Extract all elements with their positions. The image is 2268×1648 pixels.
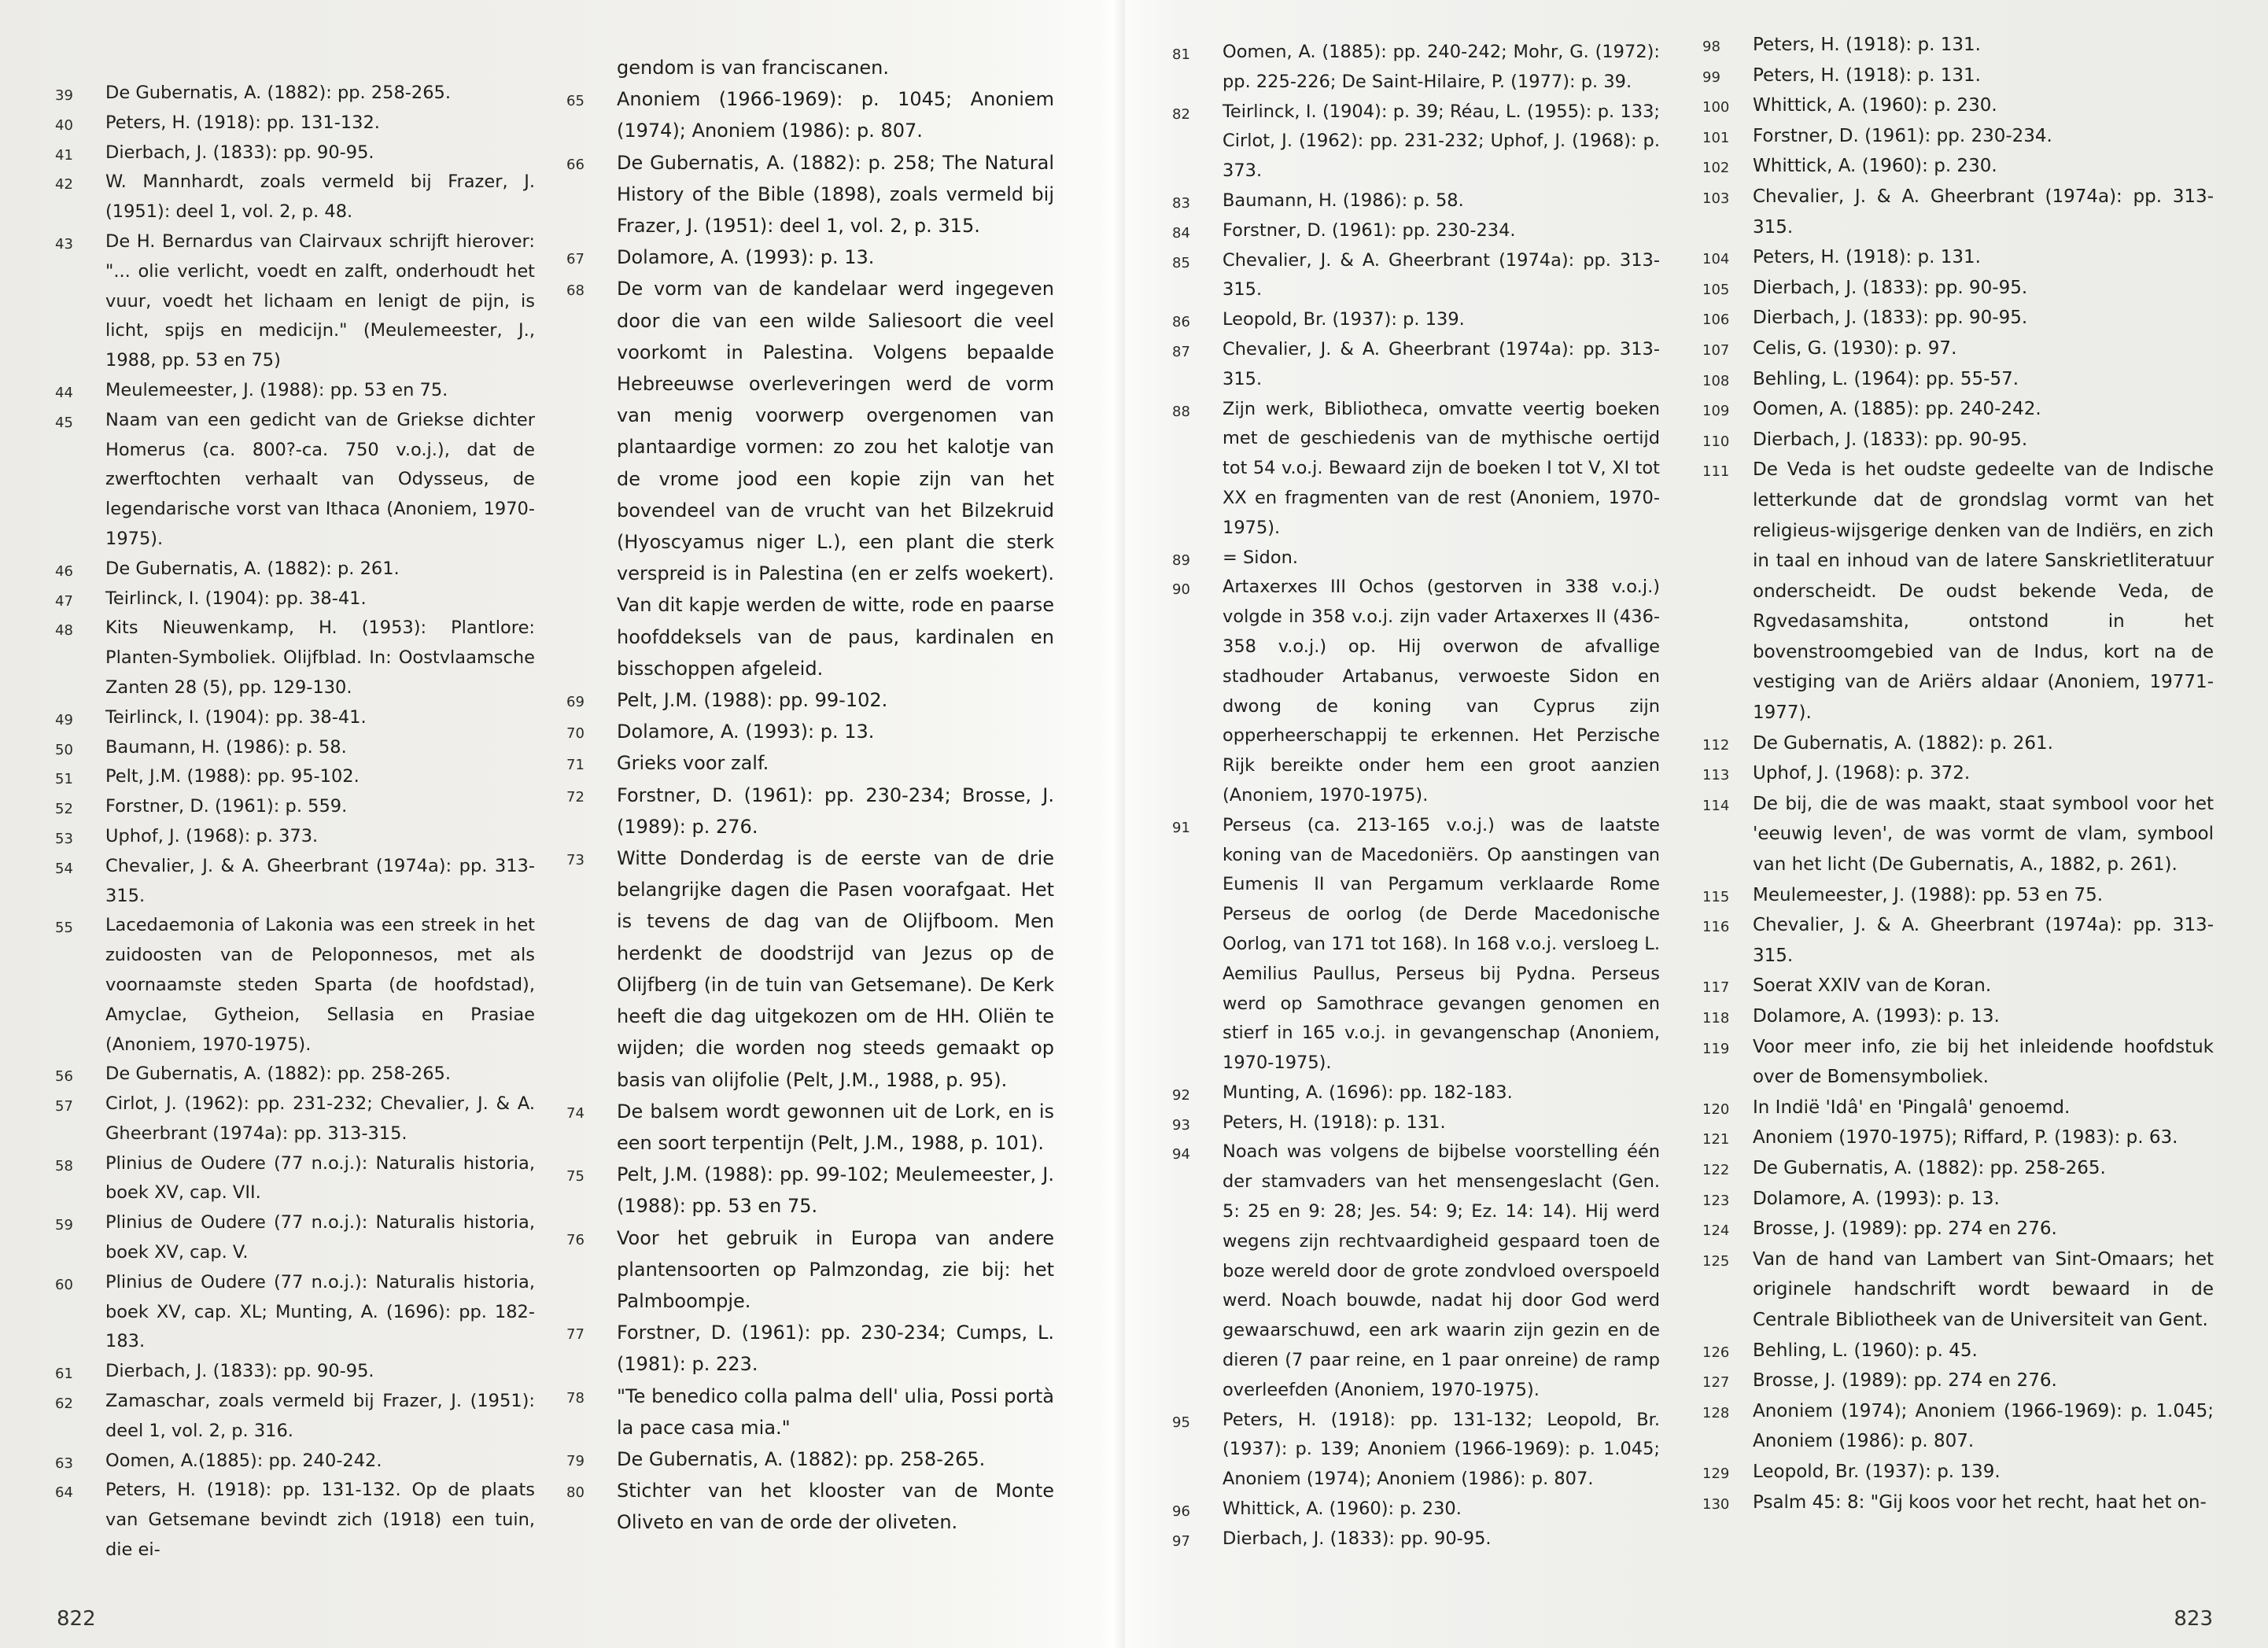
footnote-text: Chevalier, J. & A. Gheerbrant (1974a): pp. 313-315.: [1753, 915, 2214, 966]
footnote-text: Brosse, J. (1989): pp. 274 en 276.: [1753, 1218, 2057, 1240]
footnote-number: 115: [1702, 888, 1730, 905]
footnote-number: 77: [566, 1326, 585, 1344]
footnote: [1702, 1032, 2214, 1093]
footnote: [55, 733, 535, 763]
footnote: [1172, 305, 1660, 335]
footnote-text: Cirlot, J. (1962): pp. 231-232; Chevalier, J. & A. Gheerbrant (1974a): pp. 313-315.: [105, 1093, 535, 1144]
footnote-number: 128: [1702, 1404, 1730, 1421]
page-number-left: 822: [57, 1607, 96, 1631]
footnote-text: Dolamore, A. (1993): p. 13.: [1753, 1006, 2000, 1027]
footnote-number: 117: [1702, 979, 1730, 997]
footnote-text: Noach was volgens de bijbelse voorstelling één der stamvaders van het mensengeslacht (Gen. 5: 25 en 9: 28; Jes. 54: 9; Ez. 14: 14). Hij werd wegens zijn rechtvaardigheid gespaard toen de boze wereld door de grote zondvloed overspoeld werd. Noach bouwde, nadat hij door God werd gewaarschuwd, een ark waarin zijn gezin en de dieren (7 paar reine, en 1 paar onreine) de ramp overleefden (Anoniem, 1970-1975).: [1223, 1141, 1660, 1400]
footnote-text: Peters, H. (1918): p. 131.: [1753, 35, 1981, 55]
footnote-number: 53: [55, 830, 73, 847]
right-page-column-2: [1702, 30, 2214, 1517]
footnote-text: Leopold, Br. (1937): p. 139.: [1753, 1461, 2001, 1482]
footnote-number: 88: [1172, 403, 1190, 420]
footnote: [566, 147, 1054, 242]
footnote-text: = Sidon.: [1223, 547, 1298, 568]
footnote: [55, 584, 535, 614]
footnote: [1702, 1244, 2214, 1336]
footnote-text: Dierbach, J. (1833): pp. 90-95.: [1753, 429, 2028, 450]
footnote: [1702, 30, 2214, 61]
footnote-number: 125: [1702, 1252, 1730, 1270]
footnote-text: De Gubernatis, A. (1882): pp. 258-265.: [105, 1064, 452, 1085]
footnote: [1702, 1396, 2214, 1457]
footnote-number: 109: [1702, 403, 1730, 420]
footnote-number: 94: [1172, 1146, 1190, 1163]
footnote-number: 76: [566, 1231, 585, 1248]
footnote-text: Lacedaemonia of Lakonia was een streek in het zuidoosten van de Peloponnesos, met als voornaamste steden Sparta (de hoofdstad), Amyclae, Gytheion, Sellasia en Prasiae (Anoniem, 1970-1975).: [105, 915, 535, 1055]
footnote: [55, 1089, 535, 1149]
footnote-text: Peters, H. (1918): p. 131.: [1223, 1112, 1446, 1133]
footnote: [1172, 395, 1660, 544]
footnote: [1702, 1336, 2214, 1366]
footnote: [55, 792, 535, 822]
footnote: [55, 555, 535, 584]
footnote: [1172, 186, 1660, 216]
footnote-number: 70: [566, 725, 585, 743]
footnote-text: Artaxerxes III Ochos (gestorven in 338 v.o.j.) volgde in 358 v.o.j. zijn vader Artaxerxes II (436-358 v.o.j.) op. Hij overwon de afvallige stadhouder Artabanus, verwoeste Sidon en dwong de koning van Cyprus zijn opperheerschappij te erkennen. Het Perzische Rijk bereikte onder hem een groot aanzien (Anoniem, 1970-1975).: [1223, 577, 1660, 806]
footnote-text: In Indië 'Idâ' en 'Pingalâ' genoemd.: [1753, 1097, 2071, 1118]
footnote-text: Dierbach, J. (1833): pp. 90-95.: [1223, 1528, 1492, 1549]
footnote-text: De vorm van de kandelaar werd ingegeven door die van een wilde Saliesoort die veel voorkomt in Palestina. Volgens bepaalde Hebreeuwse overleveringen werd de vorm van menig voorwerp overgenomen van plantaardige vormen: zo zou het kalotje van de vrome jood een kopie zijn van het bovendeel van de vrucht van het Bilzekruid (Hyoscyamus niger L.), een plant die sterk verspreid is in Palestina (en er zelfs woekert). Van dit kapje werden de witte, rode en paarse hoofddeksels van de paus, kardinalen en bisschoppen afgeleid.: [617, 278, 1054, 680]
footnote-text: De Gubernatis, A. (1882): p. 258; The Natural History of the Bible (1898), zoals vermeld bij Frazer, J. (1951): deel 1, vol. 2, p. 315.: [617, 151, 1054, 238]
footnote: [1702, 151, 2214, 182]
footnote-number: 68: [566, 282, 585, 300]
footnote: [55, 822, 535, 852]
footnote: [1702, 394, 2214, 425]
footnote: [1172, 335, 1660, 395]
footnote: [55, 1476, 535, 1565]
footnote-text: Voor meer info, zie bij het inleidende hoofdstuk over de Bomensymboliek.: [1753, 1036, 2214, 1088]
footnote-text: Plinius de Oudere (77 n.o.j.): Naturalis historia, boek XV, cap. XL; Munting, A. (1696): pp. 182-183.: [105, 1271, 535, 1352]
footnote-number: 46: [55, 562, 73, 580]
right-page-column-1: [1172, 38, 1660, 1554]
footnote: [1702, 910, 2214, 971]
footnote: [566, 1096, 1054, 1159]
footnote: [1702, 789, 2214, 880]
footnote-number: 83: [1172, 194, 1190, 212]
footnote-number: 107: [1702, 341, 1730, 359]
footnote-number: 51: [55, 771, 73, 788]
footnote-text: De Veda is het oudste gedeelte van de Indische letterkunde dat de grondslag vormt van het religieus-wijsgerige denken van de Indiërs, en zich in taal en inhoud van de latere Sanskrietliteratuur onderscheidt. De oudst bekende Veda, de Rgvedasamshita, ontstond in het bovenstroomgebied van de Indus, kort na de vestiging van de Ariërs aldaar (Anoniem, 19771-1977).: [1753, 459, 2214, 724]
footnote-text: Pelt, J.M. (1988): pp. 99-102; Meulemeester, J. (1988): pp. 53 en 75.: [617, 1163, 1054, 1218]
footnote-text: Psalm 45: 8: "Gij koos voor het recht, haat het on-: [1753, 1491, 2207, 1513]
footnote-text: Peters, H. (1918): p. 131.: [1753, 65, 1981, 86]
footnote-text: Anoniem (1966-1969): p. 1045; Anoniem (1974); Anoniem (1986): p. 807.: [617, 88, 1054, 142]
footnote: [55, 1357, 535, 1387]
footnote-text: De Gubernatis, A. (1882): pp. 258-265.: [617, 1447, 986, 1470]
footnote-text: De bij, die de was maakt, staat symbool voor het 'eeuwig leven', de was vormt de vlam, symbool van het licht (De Gubernatis, A., 1882, p. 261).: [1753, 793, 2214, 876]
footnote-number: 42: [55, 176, 73, 194]
footnote-number: 48: [55, 622, 73, 640]
footnote-text: Chevalier, J. & A. Gheerbrant (1974a): pp. 313-315.: [1223, 249, 1660, 300]
footnote-text: Pelt, J.M. (1988): pp. 95-102.: [105, 766, 360, 787]
footnote-text: Oomen, A. (1885): pp. 240-242.: [1753, 399, 2041, 420]
footnote-number: 66: [566, 156, 585, 173]
footnote: [55, 227, 535, 376]
footnote: [1702, 971, 2214, 1001]
footnote: [55, 614, 535, 702]
footnote-number: 99: [1702, 68, 1720, 86]
footnote-number: 65: [566, 93, 585, 110]
footnote-text: Forstner, D. (1961): pp. 230-234.: [1223, 219, 1516, 241]
footnote: [1702, 425, 2214, 455]
footnote-number: 106: [1702, 312, 1730, 329]
footnote-text: De H. Bernardus van Clairvaux schrijft hierover: "... olie verlicht, voedt en zalft, onderhoudt het vuur, voedt het lichaam en lenigt de pijn, is licht, spijs en medicijn." (Meulemeester, J., 1988, pp. 53 en 75): [105, 230, 535, 371]
footnote-text: Anoniem (1974); Anoniem (1966-1969): p. 1.045; Anoniem (1986): p. 807.: [1753, 1400, 2214, 1452]
footnote-number: 50: [55, 741, 73, 758]
footnote-number: 101: [1702, 129, 1730, 146]
footnote: [55, 109, 535, 138]
footnote-number: 67: [566, 251, 585, 268]
footnote-number: 58: [55, 1157, 73, 1174]
footnote: [1702, 455, 2214, 728]
footnote-text: De Gubernatis, A. (1882): pp. 258-265.: [105, 83, 452, 103]
footnote: [1702, 1153, 2214, 1184]
footnote-number: 108: [1702, 372, 1730, 389]
footnote: [55, 168, 535, 227]
footnote-text: Chevalier, J. & A. Gheerbrant (1974a): pp. 313-315.: [1223, 338, 1660, 389]
footnote-number: 64: [55, 1484, 73, 1502]
footnote: [1702, 1214, 2214, 1244]
footnote-number: 84: [1172, 224, 1190, 241]
footnote: [55, 762, 535, 792]
footnote-number: 61: [55, 1366, 73, 1383]
footnote: [55, 911, 535, 1060]
footnote: [1702, 728, 2214, 759]
footnote-continuation: [566, 52, 1054, 83]
footnote-number: 120: [1702, 1101, 1730, 1118]
footnote: [1702, 1093, 2214, 1123]
footnote-text: Oomen, A.(1885): pp. 240-242.: [105, 1450, 382, 1471]
footnote-text: Teirlinck, I. (1904): pp. 38-41.: [105, 706, 367, 728]
footnote: [566, 1443, 1054, 1475]
footnote-number: 89: [1172, 551, 1190, 569]
footnote: [1172, 1078, 1660, 1108]
footnote-text: Baumann, H. (1986): p. 58.: [1223, 190, 1464, 211]
footnote-number: 92: [1172, 1086, 1190, 1104]
footnote-number: 45: [55, 414, 73, 431]
footnote-text: Dolamore, A. (1993): p. 13.: [617, 246, 875, 269]
footnote-text: "Te benedico colla palma dell' ulia, Possi portà la pace casa mia.": [617, 1384, 1054, 1439]
footnote: [55, 1060, 535, 1089]
footnote-number: 60: [55, 1276, 73, 1293]
book-gutter: [1101, 0, 1125, 1648]
footnote-text: Kits Nieuwenkamp, H. (1953): Plantlore: Planten-Symboliek. Olijfblad. In: Oostvlaamsche Zanten 28 (5), pp. 129-130.: [105, 618, 535, 698]
footnote-number: 59: [55, 1217, 73, 1234]
footnote-number: 40: [55, 116, 73, 134]
footnote-number: 98: [1702, 39, 1720, 55]
footnote-number: 124: [1702, 1222, 1730, 1240]
footnote-number: 121: [1702, 1131, 1730, 1148]
footnote-number: 122: [1702, 1161, 1730, 1178]
footnote-text: Chevalier, J. & A. Gheerbrant (1974a): pp. 313-315.: [105, 855, 535, 906]
footnote: [1172, 811, 1660, 1078]
footnote-text: Brosse, J. (1989): pp. 274 en 276.: [1753, 1370, 2057, 1392]
footnote-text: Dierbach, J. (1833): pp. 90-95.: [1753, 308, 2028, 329]
continuation-text: gendom is van franciscanen.: [617, 57, 890, 79]
footnote: [1702, 242, 2214, 273]
footnote: [566, 747, 1054, 779]
footnote-number: 43: [55, 235, 73, 253]
footnote: [1702, 1457, 2214, 1488]
footnote-number: 71: [566, 757, 585, 774]
footnote-text: Zijn werk, Bibliotheca, omvatte veertig boeken met de geschiedenis van de mythische oertijd tot 54 v.o.j. Bewaard zijn de boeken I tot V, XI tot XX en fragmenten van de rest (Anoniem, 1970-1975).: [1223, 398, 1660, 538]
footnote: [1702, 273, 2214, 304]
footnote: [1702, 1001, 2214, 1032]
footnote-number: 95: [1172, 1414, 1190, 1431]
footnote: [55, 138, 535, 168]
footnote-text: Uphof, J. (1968): p. 373.: [105, 825, 319, 846]
footnote-number: 41: [55, 146, 73, 164]
footnote-text: Chevalier, J. & A. Gheerbrant (1974a): pp. 313-315.: [1753, 186, 2214, 238]
footnote: [566, 1222, 1054, 1318]
footnote: [1172, 38, 1660, 98]
footnote-text: Pelt, J.M. (1988): pp. 99-102.: [617, 689, 888, 712]
footnote-number: 96: [1172, 1503, 1190, 1521]
footnote-number: 56: [55, 1068, 73, 1086]
footnote-number: 78: [566, 1389, 585, 1407]
footnote-text: W. Mannhardt, zoals vermeld bij Frazer, J. (1951): deel 1, vol. 2, p. 48.: [105, 171, 535, 223]
footnote-number: 80: [566, 1484, 585, 1502]
footnote-text: Witte Donderdag is de eerste van de drie belangrijke dagen die Pasen voorafgaat. Het is tevens de dag van de Olijfboom. Men herdenkt de doodstrijd van Jezus op de Olijfberg (in de tuin van Getsemane). De Kerk heeft die dag uitgekozen om de HH. Oliën te wijden; die worden nog steeds gemaakt op basis van olijfolie (Pelt, J.M., 1988, p. 95).: [617, 847, 1054, 1091]
footnote-text: Peters, H. (1918): pp. 131-132; Leopold, Br. (1937): p. 139; Anoniem (1966-1969): p. 1.045; Anoniem (1974); Anoniem (1986): p. 807.: [1223, 1409, 1660, 1490]
footnote-text: Oomen, A. (1885): pp. 240-242; Mohr, G. (1972): pp. 225-226; De Saint-Hilaire, P. (1977): p. 39.: [1223, 42, 1660, 92]
footnote: [566, 1381, 1054, 1443]
footnote: [566, 83, 1054, 146]
footnote: [1702, 1488, 2214, 1518]
footnote: [1702, 121, 2214, 152]
footnote: [566, 1475, 1054, 1538]
footnote-number: 116: [1702, 919, 1730, 936]
footnote: [566, 716, 1054, 747]
footnote-text: Dierbach, J. (1833): pp. 90-95.: [1753, 277, 2028, 298]
footnote-number: 52: [55, 801, 73, 818]
footnote-number: 129: [1702, 1465, 1730, 1482]
footnote: [55, 406, 535, 555]
footnote-number: 57: [55, 1098, 73, 1115]
left-page-column-1: [55, 79, 535, 1565]
footnote: [1702, 334, 2214, 364]
footnote-text: Stichter van het klooster van de Monte Oliveto en van de orde der oliveten.: [617, 1480, 1054, 1534]
footnote-number: 75: [566, 1168, 585, 1185]
footnote: [1702, 61, 2214, 91]
footnote-text: De Gubernatis, A. (1882): p. 261.: [105, 558, 400, 579]
footnote-number: 119: [1702, 1040, 1730, 1057]
footnote-text: Van de hand van Lambert van Sint-Omaars; het originele handschrift wordt bewaard in de Centrale Bibliotheek van de Universiteit van Gent.: [1753, 1248, 2214, 1330]
footnote-text: Behling, L. (1964): pp. 55-57.: [1753, 368, 2019, 389]
footnote-number: 72: [566, 788, 585, 806]
footnote: [1172, 544, 1660, 573]
footnote-number: 110: [1702, 433, 1730, 450]
footnote-number: 74: [566, 1104, 585, 1122]
footnote-number: 93: [1172, 1116, 1190, 1134]
footnote-number: 90: [1172, 581, 1190, 599]
footnote-text: Uphof, J. (1968): p. 372.: [1753, 763, 1971, 784]
footnote-number: 100: [1702, 99, 1730, 116]
footnote-text: Meulemeester, J. (1988): pp. 53 en 75.: [105, 379, 448, 400]
footnote-number: 86: [1172, 314, 1190, 331]
footnote: [1172, 1137, 1660, 1405]
footnote-number: 104: [1702, 251, 1730, 268]
footnote: [1702, 303, 2214, 334]
footnote-number: 62: [55, 1395, 73, 1413]
footnote-text: Behling, L. (1960): p. 45.: [1753, 1340, 1978, 1361]
footnote-text: Naam van een gedicht van de Griekse dichter Homerus (ca. 800?-ca. 750 v.o.j.), dat de zwerftochten verhaalt van Odysseus, de legendarische vorst van Ithaca (Anoniem, 1970-1975).: [105, 409, 535, 549]
footnote-number: 97: [1172, 1532, 1190, 1550]
footnote-text: Soerat XXIV van de Koran.: [1753, 975, 1992, 997]
footnote-text: Forstner, D. (1961): pp. 230-234.: [1753, 125, 2052, 146]
footnote-text: De Gubernatis, A. (1882): p. 261.: [1753, 732, 2053, 754]
footnote-number: 123: [1702, 1192, 1730, 1209]
footnote-number: 49: [55, 711, 73, 728]
footnote: [1172, 573, 1660, 810]
footnote-number: 113: [1702, 767, 1730, 784]
footnote-number: 87: [1172, 343, 1190, 360]
footnote-number: 127: [1702, 1374, 1730, 1392]
footnote-number: 102: [1702, 160, 1730, 177]
footnote-text: Peters, H. (1918): pp. 131-132.: [105, 112, 380, 133]
footnote-number: 54: [55, 860, 73, 877]
footnote-text: Leopold, Br. (1937): p. 139.: [1223, 309, 1465, 330]
footnote: [1172, 1108, 1660, 1138]
footnote: [55, 376, 535, 406]
footnote: [55, 1387, 535, 1447]
footnote-number: 91: [1172, 819, 1190, 836]
footnote-text: Zamaschar, zoals vermeld bij Frazer, J. (1951): deel 1, vol. 2, p. 316.: [105, 1391, 535, 1441]
footnote-text: Plinius de Oudere (77 n.o.j.): Naturalis historia, boek XV, cap. V.: [105, 1212, 535, 1263]
footnote: [566, 1159, 1054, 1222]
footnote-text: Forstner, D. (1961): p. 559.: [105, 796, 348, 817]
footnote-text: Forstner, D. (1961): pp. 230-234; Cumps, L. (1981): p. 223.: [617, 1322, 1054, 1376]
footnote-number: 126: [1702, 1344, 1730, 1361]
footnote: [566, 842, 1054, 1096]
footnote-text: De balsem wordt gewonnen uit de Lork, en is een soort terpentijn (Pelt, J.M., 1988, p. 101).: [617, 1100, 1054, 1154]
footnote-number: 103: [1702, 190, 1730, 207]
footnote-text: Teirlinck, I. (1904): pp. 38-41.: [105, 588, 367, 609]
footnote-number: 63: [55, 1454, 73, 1472]
footnote-text: Grieks voor zalf.: [617, 752, 769, 775]
footnote-number: 114: [1702, 797, 1730, 814]
footnote-number: 81: [1172, 46, 1190, 63]
footnote-text: Dolamore, A. (1993): p. 13.: [617, 721, 875, 743]
footnote: [55, 1149, 535, 1209]
footnote-text: Celis, G. (1930): p. 97.: [1753, 337, 1957, 359]
footnote: [1172, 98, 1660, 186]
footnote-text: Voor het gebruik in Europa van andere plantensoorten op Palmzondag, zie bij: het Palmboompje.: [617, 1226, 1054, 1312]
footnote-text: Whittick, A. (1960): p. 230.: [1223, 1499, 1462, 1520]
footnote: [1702, 1184, 2214, 1215]
footnote: [1702, 90, 2214, 121]
footnote-number: 85: [1172, 254, 1190, 271]
footnote: [55, 1208, 535, 1268]
footnote-number: 47: [55, 592, 73, 610]
footnote: [566, 780, 1054, 842]
footnote-text: Perseus (ca. 213-165 v.o.j.) was de laatste koning van de Macedoniërs. Op aanstingen van Eumenis II van Pergamum verklaarde Rome Perseus de oorlog (de Derde Macedonische Oorlog, van 171 tot 168). In 168 v.o.j. versloeg L. Aemilius Paullus, Perseus bij Pydna. Perseus werd op Samothrace gevangen genomen en stierf in 165 v.o.j. in gevangenschap (Anoniem, 1970-1975).: [1223, 814, 1660, 1074]
footnote-number: 55: [55, 920, 73, 937]
footnote-text: Whittick, A. (1960): p. 230.: [1753, 95, 1997, 116]
footnote-number: 112: [1702, 736, 1730, 754]
footnote-number: 73: [566, 852, 585, 869]
footnote: [1172, 1495, 1660, 1524]
footnote: [1702, 758, 2214, 789]
footnote: [55, 1447, 535, 1477]
footnote: [1172, 216, 1660, 246]
footnote: [1702, 182, 2214, 242]
footnote-text: Munting, A. (1696): pp. 182-183.: [1223, 1082, 1513, 1103]
footnote: [1172, 1406, 1660, 1495]
footnote-number: 82: [1172, 105, 1190, 123]
footnote: [566, 684, 1054, 716]
footnote-text: Forstner, D. (1961): pp. 230-234; Brosse, J. (1989): p. 276.: [617, 783, 1054, 838]
footnote-text: Whittick, A. (1960): p. 230.: [1753, 156, 1997, 177]
footnote-text: Dierbach, J. (1833): pp. 90-95.: [105, 1361, 374, 1382]
footnote: [1702, 1366, 2214, 1396]
footnote-number: 79: [566, 1452, 585, 1469]
footnote-text: Dolamore, A. (1993): p. 13.: [1753, 1188, 2000, 1209]
footnote: [55, 79, 535, 109]
footnote: [566, 241, 1054, 273]
footnote: [1702, 1123, 2214, 1153]
footnote: [1702, 364, 2214, 395]
footnote: [1172, 246, 1660, 306]
right-page: [1112, 0, 2268, 1648]
footnote-number: 105: [1702, 281, 1730, 298]
page-number-right: 823: [2174, 1607, 2213, 1631]
footnote-number: 39: [55, 87, 73, 104]
left-page: [0, 0, 1112, 1648]
footnote: [55, 703, 535, 733]
footnote-text: Peters, H. (1918): pp. 131-132. Op de plaats van Getsemane bevindt zich (1918) een tuin, die ei-: [105, 1480, 535, 1561]
footnote-text: Anoniem (1970-1975); Riffard, P. (1983): p. 63.: [1753, 1127, 2178, 1148]
footnote-number: 111: [1702, 463, 1730, 481]
left-page-column-2: [566, 52, 1054, 1539]
footnote-text: De Gubernatis, A. (1882): pp. 258-265.: [1753, 1157, 2106, 1178]
footnote: [566, 1317, 1054, 1380]
footnote-text: Plinius de Oudere (77 n.o.j.): Naturalis historia, boek XV, cap. VII.: [105, 1152, 535, 1204]
footnote: [1172, 1524, 1660, 1554]
footnote-number: 69: [566, 694, 585, 711]
footnote-text: Dierbach, J. (1833): pp. 90-95.: [105, 142, 374, 163]
footnote-number: 44: [55, 384, 73, 401]
footnote-number: 130: [1702, 1495, 1730, 1513]
footnote-number: 118: [1702, 1010, 1730, 1027]
footnote: [1702, 880, 2214, 911]
footnote-text: Teirlinck, I. (1904): p. 39; Réau, L. (1955): p. 133; Cirlot, J. (1962): pp. 231-232; Uphof, J. (1968): p. 373.: [1223, 101, 1660, 182]
footnote: [55, 852, 535, 912]
footnote: [566, 273, 1054, 684]
footnote: [55, 1268, 535, 1357]
footnote-text: Meulemeester, J. (1988): pp. 53 en 75.: [1753, 884, 2104, 905]
footnote-text: Baumann, H. (1986): p. 58.: [105, 736, 347, 758]
footnote-text: Peters, H. (1918): p. 131.: [1753, 247, 1981, 268]
